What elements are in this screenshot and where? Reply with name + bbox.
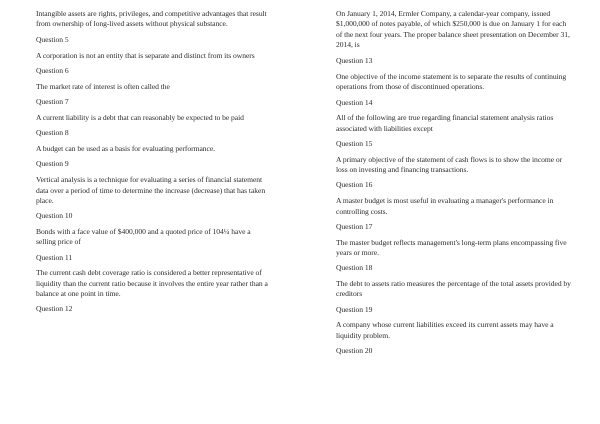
question-19-text: A company whose current liabilities exceed its current assets may have a liquidity problem. [336, 320, 554, 340]
question-8-heading: Question 8 [36, 128, 69, 138]
question-7-heading: Question 7 [36, 97, 69, 107]
question-12-heading: Question 12 [36, 304, 73, 314]
question-17-heading: Question 17 [336, 221, 373, 231]
question-13-heading: Question 13 [336, 56, 373, 66]
question-17-text: The master budget reflects management's long-term plans encompassing five years or more. [336, 237, 567, 257]
question-6-text: The market rate of interest is often called the [36, 82, 170, 92]
question-7-text: A current liability is a debt that can reasonably be expected to be paid [36, 113, 244, 123]
question-14-text: All of the following are true regarding financial statement analysis ratios associated with liabilities except [336, 113, 554, 133]
question-15-text: A primary objective of the statement of cash flows is to show the income or loss on investing and financing transactions. [336, 154, 563, 175]
question-13-text: One objective of the income statement is to separate the results of continuing operations from those of discontinued operations. [336, 71, 567, 92]
left-column [36, 9, 272, 320]
question-10-heading: Question 10 [36, 211, 73, 221]
question-11-text: The current cash debt coverage ratio is considered a better representative of liquidity than the current ratio because it involves the entire year rather than a balance at one point in time. [36, 268, 268, 299]
question-18-heading: Question 18 [336, 263, 373, 273]
question-18-text: The debt to assets ratio measures the percentage of the total assets provided by creditors [336, 278, 571, 299]
question-12-text: On January 1, 2014, Ermler Company, a calendar-year company, issued $1,000,000 of notes payable, of which $250,000 is due on January 1 for each of the next four years. The proper balance sheet presentation on December 31, 2014, is [336, 9, 570, 50]
question-20-heading: Question 20 [336, 346, 373, 356]
question-9-text: Vertical analysis is a technique for evaluating a series of financial statement data over a period of time to determine the increase (decrease) that has taken place. [36, 175, 266, 205]
question-14-heading: Question 14 [336, 97, 373, 107]
question-5-text: A corporation is not an entity that is separate and distinct from its owners [36, 51, 255, 61]
question-11-heading: Question 11 [36, 252, 73, 262]
question-16-heading: Question 16 [336, 180, 373, 190]
intangible-assets-statement: Intangible assets are rights, privileges, and competitive advantages that result from ownership of long-lived assets without physical substance. [36, 9, 267, 29]
question-8-text: A budget can be used as a basis for evaluating performance. [36, 144, 216, 154]
question-19-heading: Question 19 [336, 304, 373, 314]
right-column [336, 9, 574, 362]
question-6-heading: Question 6 [36, 66, 69, 76]
question-9-heading: Question 9 [36, 159, 69, 169]
question-15-heading: Question 15 [336, 139, 373, 149]
question-5-heading: Question 5 [36, 35, 69, 45]
question-10-text: Bonds with a face value of $400,000 and a quoted price of 104¼ have a selling price of [36, 226, 251, 247]
question-16-text: A master budget is most useful in evaluating a manager's performance in controlling costs. [336, 196, 554, 216]
